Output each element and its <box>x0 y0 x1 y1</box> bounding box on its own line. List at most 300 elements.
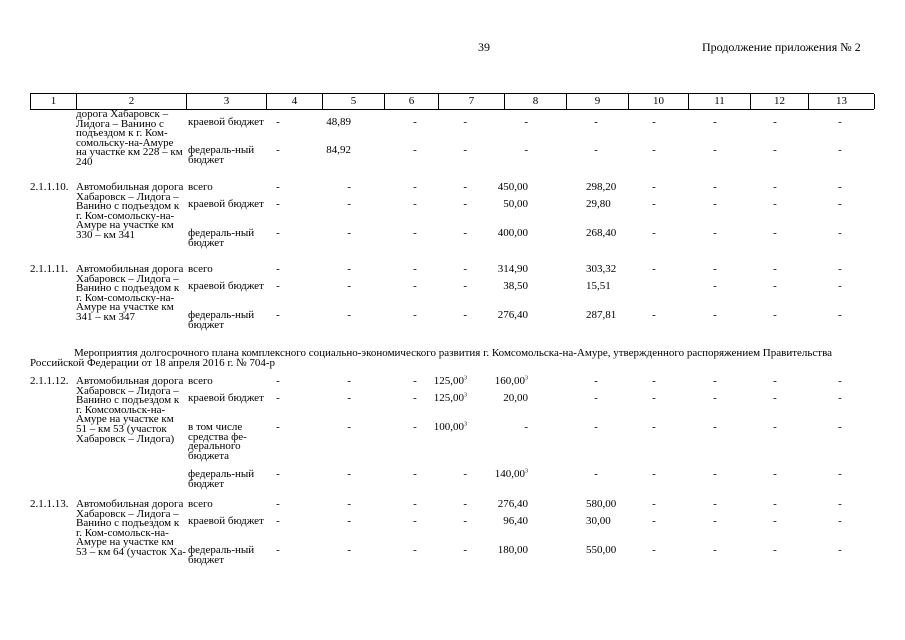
value-text: 96,40 <box>503 515 528 527</box>
value-text: - <box>713 544 717 556</box>
value-cell <box>830 183 850 193</box>
value-text: - <box>652 144 656 156</box>
value-cell <box>301 394 351 404</box>
header-col-12: 12 <box>751 94 809 109</box>
value-cell <box>586 423 606 433</box>
value-text: - <box>347 198 351 210</box>
value-cell <box>765 265 785 275</box>
value-cell <box>830 377 850 387</box>
value-cell <box>478 500 528 510</box>
value-text: - <box>413 181 417 193</box>
value-text: 287,81 <box>586 309 617 321</box>
value-cell <box>705 517 725 527</box>
section-note: Мероприятия долгосрочного плана комплексного социально-экономического развития г. Комсомольска-на-Амуре, утвержденного распоряжением Правительства Российской Федерации от 18 апреля 2016 г. № 704-р <box>30 347 833 369</box>
funding-source: федераль-ный бюджет <box>188 227 255 249</box>
value-text: - <box>838 515 842 527</box>
funding-source: краевой бюджет <box>188 280 264 292</box>
value-cell <box>478 377 528 387</box>
value-text: - <box>347 227 351 239</box>
value-cell <box>586 544 617 556</box>
value-text: - <box>347 468 351 480</box>
value-text: - <box>838 227 842 239</box>
value-cell <box>644 470 664 480</box>
value-text: - <box>463 515 467 527</box>
header-col-10: 10 <box>629 94 689 109</box>
row-code: 2.1.1.11. <box>30 263 69 275</box>
value-cell <box>417 229 467 239</box>
value-cell <box>417 200 467 210</box>
value-text: - <box>773 198 777 210</box>
value-cell <box>705 311 725 321</box>
value-text: - <box>276 309 280 321</box>
header-col-4: 4 <box>267 94 323 109</box>
value-text: - <box>276 421 280 433</box>
value-text: - <box>413 498 417 510</box>
value-text: 50,00 <box>503 198 528 210</box>
value-text: - <box>413 144 417 156</box>
value-cell <box>765 118 785 128</box>
value-text: - <box>838 280 842 292</box>
value-cell <box>478 229 528 239</box>
value-text: - <box>838 198 842 210</box>
value-cell <box>268 282 288 292</box>
value-text: - <box>463 498 467 510</box>
value-cell <box>268 265 288 275</box>
value-cell <box>644 265 664 275</box>
road-name: Автомобильная дорога Хабаровск – Лидога – Ванино с подъездом к г. Ком-сомольску-на-Амуре на участке км 341 – км 347 <box>76 263 184 323</box>
value-cell <box>644 200 664 210</box>
header-col-6: 6 <box>385 94 439 109</box>
funding-source: федераль-ный бюджет <box>188 309 255 331</box>
value-cell <box>268 500 288 510</box>
value-cell <box>765 146 785 156</box>
value-cell <box>830 282 850 292</box>
value-text: 580,00 <box>586 498 617 510</box>
value-cell <box>705 470 725 480</box>
value-cell <box>478 311 528 321</box>
value-text: - <box>347 280 351 292</box>
value-text: - <box>347 421 351 433</box>
value-text: - <box>652 227 656 239</box>
value-cell <box>586 498 617 510</box>
value-cell <box>417 423 467 433</box>
funding-source: краевой бюджет <box>188 198 264 210</box>
funding-source: в том числе средства фе-дерального бюджета <box>188 421 247 462</box>
value-text: - <box>276 198 280 210</box>
value-text: 125,00 <box>433 375 464 387</box>
footnote-mark: 3 <box>525 375 528 382</box>
value-cell <box>830 423 850 433</box>
value-text: - <box>713 144 717 156</box>
value-cell <box>301 517 351 527</box>
value-cell <box>301 282 351 292</box>
footnote-mark: 3 <box>464 392 467 399</box>
header-col-11: 11 <box>689 94 751 109</box>
value-text: 314,90 <box>497 263 528 275</box>
value-text: 400,00 <box>497 227 528 239</box>
header-col-1: 1 <box>31 94 77 109</box>
header-col-3: 3 <box>187 94 267 109</box>
value-cell <box>301 470 351 480</box>
value-text: - <box>463 144 467 156</box>
value-cell <box>644 118 664 128</box>
value-text: 29,80 <box>586 198 611 210</box>
value-cell <box>705 118 725 128</box>
value-cell <box>417 265 467 275</box>
row-code: 2.1.1.13. <box>30 498 69 510</box>
value-cell <box>765 200 785 210</box>
value-text: - <box>713 515 717 527</box>
value-text: - <box>276 544 280 556</box>
value-cell <box>301 311 351 321</box>
value-text: - <box>413 263 417 275</box>
value-text: - <box>524 144 528 156</box>
funding-source: краевой бюджет <box>188 392 264 404</box>
value-text: - <box>276 392 280 404</box>
road-name: дорога Хабаровск – Лидога – Ванино с подъездом к г. Ком-сомольску-на-Амуре на участке км 228 – км 240 <box>76 108 183 168</box>
value-cell <box>830 118 850 128</box>
value-text: - <box>838 468 842 480</box>
value-text: - <box>413 421 417 433</box>
value-cell <box>586 263 617 275</box>
value-text: - <box>413 468 417 480</box>
value-cell <box>301 546 351 556</box>
value-text: - <box>652 392 656 404</box>
value-text: - <box>347 375 351 387</box>
value-cell <box>586 377 606 387</box>
value-text: - <box>413 375 417 387</box>
value-cell <box>830 394 850 404</box>
value-cell <box>478 394 528 404</box>
value-text: - <box>773 375 777 387</box>
value-cell <box>765 183 785 193</box>
value-text: - <box>276 498 280 510</box>
value-cell <box>705 265 725 275</box>
value-text: - <box>463 227 467 239</box>
value-cell <box>705 394 725 404</box>
value-cell <box>478 517 528 527</box>
value-cell <box>705 423 725 433</box>
value-cell <box>705 229 725 239</box>
value-cell <box>765 423 785 433</box>
value-cell <box>644 546 664 556</box>
value-text: 160,00 <box>494 375 525 387</box>
value-text: 180,00 <box>497 544 528 556</box>
value-cell <box>644 517 664 527</box>
value-text: - <box>652 468 656 480</box>
value-text: - <box>463 198 467 210</box>
value-text: - <box>652 309 656 321</box>
header-col-13: 13 <box>809 94 875 109</box>
value-text: - <box>773 280 777 292</box>
value-text: - <box>713 421 717 433</box>
value-text: - <box>652 421 656 433</box>
value-cell <box>644 229 664 239</box>
value-text: - <box>773 498 777 510</box>
value-cell <box>268 423 288 433</box>
value-cell <box>830 146 850 156</box>
value-text: 298,20 <box>586 181 617 193</box>
value-text: - <box>594 144 598 156</box>
value-text: - <box>347 515 351 527</box>
value-text: - <box>276 468 280 480</box>
value-cell <box>301 500 351 510</box>
value-cell <box>417 282 467 292</box>
value-text: - <box>773 144 777 156</box>
value-text: - <box>347 181 351 193</box>
value-text: - <box>463 280 467 292</box>
value-text: - <box>773 263 777 275</box>
value-text: - <box>652 263 656 275</box>
funding-source: всего <box>188 498 213 510</box>
value-cell <box>586 515 611 527</box>
value-cell <box>478 200 528 210</box>
value-text: 20,00 <box>503 392 528 404</box>
value-text: - <box>773 515 777 527</box>
value-text: - <box>413 515 417 527</box>
value-text: - <box>594 392 598 404</box>
value-cell <box>644 394 664 404</box>
value-text: - <box>463 544 467 556</box>
footnote-mark: 3 <box>464 421 467 428</box>
value-text: - <box>713 263 717 275</box>
value-text: - <box>838 263 842 275</box>
value-text: 38,50 <box>503 280 528 292</box>
value-text: - <box>652 544 656 556</box>
value-cell <box>478 546 528 556</box>
value-cell <box>301 146 351 156</box>
page-number: 39 <box>478 40 490 54</box>
funding-source: федераль-ный бюджет <box>188 468 255 490</box>
value-text: - <box>463 116 467 128</box>
value-cell <box>765 470 785 480</box>
value-cell <box>268 229 288 239</box>
value-cell <box>301 377 351 387</box>
value-text: - <box>713 498 717 510</box>
value-cell <box>478 146 528 156</box>
value-cell <box>705 183 725 193</box>
value-text: - <box>276 181 280 193</box>
funding-source: федераль-ный бюджет <box>188 544 255 566</box>
funding-source: всего <box>188 181 213 193</box>
value-cell <box>705 146 725 156</box>
value-cell <box>417 183 467 193</box>
value-text: - <box>652 515 656 527</box>
value-cell <box>478 183 528 193</box>
value-text: - <box>347 263 351 275</box>
value-text: - <box>276 144 280 156</box>
value-cell <box>268 470 288 480</box>
value-cell <box>586 470 606 480</box>
value-cell <box>301 265 351 275</box>
value-cell <box>586 198 611 210</box>
value-cell <box>417 394 467 404</box>
value-text: - <box>276 280 280 292</box>
value-text: 550,00 <box>586 544 617 556</box>
value-cell <box>478 470 528 480</box>
value-text: - <box>594 468 598 480</box>
value-cell <box>644 377 664 387</box>
value-text: - <box>773 116 777 128</box>
value-cell <box>765 377 785 387</box>
value-cell <box>765 517 785 527</box>
value-cell <box>705 377 725 387</box>
value-text: - <box>413 392 417 404</box>
value-text: - <box>773 181 777 193</box>
value-cell <box>268 183 288 193</box>
value-text: - <box>276 116 280 128</box>
value-text: - <box>838 544 842 556</box>
value-cell <box>644 500 664 510</box>
value-cell <box>417 118 467 128</box>
value-cell <box>478 423 528 433</box>
value-cell <box>268 517 288 527</box>
road-name: Автомобильная дорога Хабаровск – Лидога – Ванино с подъездом к г. Ком-сомольску-на-Амуре на участке км 330 – км 341 <box>76 181 184 241</box>
value-cell <box>417 146 467 156</box>
value-text: - <box>838 375 842 387</box>
value-cell <box>644 146 664 156</box>
value-cell <box>417 500 467 510</box>
value-text: - <box>347 309 351 321</box>
value-cell <box>586 280 611 292</box>
value-cell <box>586 394 606 404</box>
value-text: - <box>713 227 717 239</box>
value-text: - <box>713 468 717 480</box>
value-cell <box>644 423 664 433</box>
value-cell <box>417 311 467 321</box>
value-text: - <box>524 116 528 128</box>
value-cell <box>765 311 785 321</box>
value-text: - <box>713 375 717 387</box>
value-text: - <box>713 181 717 193</box>
value-text: - <box>773 309 777 321</box>
value-text: - <box>463 309 467 321</box>
value-text: - <box>524 421 528 433</box>
value-cell <box>830 500 850 510</box>
value-cell <box>268 200 288 210</box>
value-cell <box>830 546 850 556</box>
value-text: - <box>773 421 777 433</box>
value-text: - <box>413 309 417 321</box>
funding-source: краевой бюджет <box>188 515 264 527</box>
value-cell <box>644 183 664 193</box>
value-cell <box>765 282 785 292</box>
value-text: - <box>652 198 656 210</box>
header-col-5: 5 <box>323 94 385 109</box>
value-text: - <box>838 116 842 128</box>
value-cell <box>830 311 850 321</box>
header-col-2: 2 <box>77 94 187 109</box>
value-text: - <box>838 392 842 404</box>
value-text: 276,40 <box>497 498 528 510</box>
funding-source: всего <box>188 263 213 275</box>
value-text: 303,32 <box>586 263 617 275</box>
value-cell <box>417 377 467 387</box>
continuation-label: Продолжение приложения № 2 <box>702 40 861 54</box>
value-cell <box>268 118 288 128</box>
value-text: 276,40 <box>497 309 528 321</box>
value-text: 84,92 <box>326 144 351 156</box>
value-text: - <box>713 309 717 321</box>
value-cell <box>830 265 850 275</box>
value-text: - <box>413 116 417 128</box>
value-text: 125,00 <box>433 392 464 404</box>
value-text: - <box>838 309 842 321</box>
value-text: - <box>463 468 467 480</box>
value-text: - <box>594 421 598 433</box>
value-cell <box>268 311 288 321</box>
value-text: 268,40 <box>586 227 617 239</box>
value-cell <box>765 394 785 404</box>
value-text: - <box>276 263 280 275</box>
value-text: - <box>838 421 842 433</box>
value-cell <box>268 377 288 387</box>
value-cell <box>268 394 288 404</box>
value-text: - <box>347 392 351 404</box>
value-cell <box>586 181 617 193</box>
value-cell <box>301 229 351 239</box>
value-text: - <box>773 468 777 480</box>
value-cell <box>586 146 606 156</box>
value-text: - <box>838 181 842 193</box>
value-cell <box>830 470 850 480</box>
value-text: - <box>773 544 777 556</box>
value-cell <box>478 282 528 292</box>
value-text: - <box>594 375 598 387</box>
value-cell <box>830 229 850 239</box>
value-text: - <box>276 375 280 387</box>
value-text: 48,89 <box>326 116 351 128</box>
value-text: - <box>463 181 467 193</box>
funding-source: всего <box>188 375 213 387</box>
value-text: - <box>276 515 280 527</box>
value-cell <box>417 470 467 480</box>
value-text: - <box>652 375 656 387</box>
value-text: - <box>773 392 777 404</box>
value-text: - <box>652 181 656 193</box>
value-cell <box>705 200 725 210</box>
value-text: 30,00 <box>586 515 611 527</box>
road-name: Автомобильная дорога Хабаровск – Лидога – Ванино с подъездом к г. Ком-сомольск-на-Амуре на участке км 53 – км 64 (участок Ха- <box>76 498 187 558</box>
value-text: - <box>413 227 417 239</box>
value-cell <box>301 183 351 193</box>
value-cell <box>644 311 664 321</box>
value-cell <box>417 517 467 527</box>
value-text: - <box>594 116 598 128</box>
value-text: - <box>413 544 417 556</box>
value-text: 450,00 <box>497 181 528 193</box>
value-cell <box>586 118 606 128</box>
row-code: 2.1.1.12. <box>30 375 69 387</box>
row-code: 2.1.1.10. <box>30 181 69 193</box>
value-cell <box>586 227 617 239</box>
value-cell <box>301 118 351 128</box>
value-text: - <box>347 544 351 556</box>
value-text: - <box>838 144 842 156</box>
value-text: - <box>713 280 717 292</box>
value-text: 15,51 <box>586 280 611 292</box>
value-text: - <box>838 498 842 510</box>
value-text: 100,00 <box>433 421 464 433</box>
value-text: - <box>652 116 656 128</box>
footnote-mark: 3 <box>464 375 467 382</box>
value-cell <box>301 200 351 210</box>
value-cell <box>478 118 528 128</box>
value-cell <box>268 146 288 156</box>
value-text: - <box>773 227 777 239</box>
value-cell <box>705 546 725 556</box>
value-cell <box>417 546 467 556</box>
